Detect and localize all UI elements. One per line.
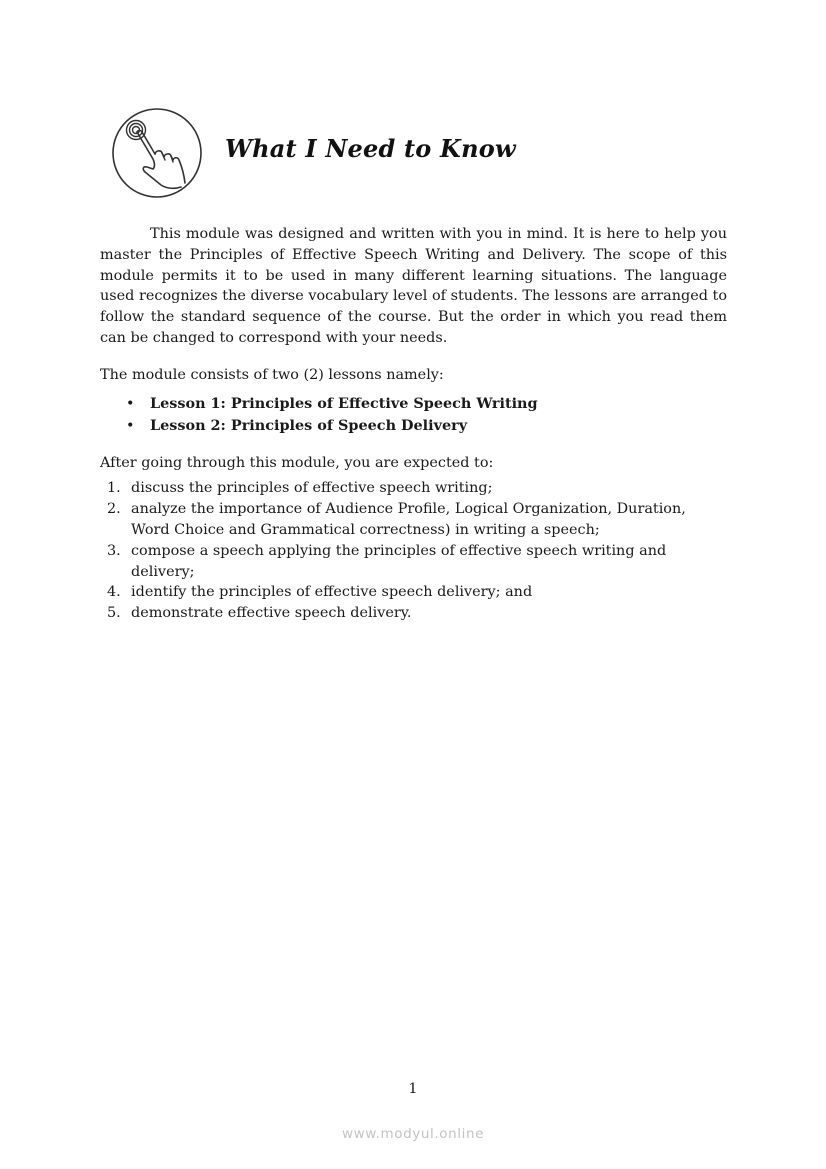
objective-number: 4. — [107, 584, 121, 601]
objective-item — [100, 603, 727, 624]
lessons-intro: The module consists of two (2) lessons namely: — [100, 366, 444, 383]
objective-number: 1. — [107, 480, 121, 497]
lesson-label: Lesson 2: Principles of Speech Delivery — [150, 416, 468, 434]
objective-text: analyze the importance of Audience Profile, Logical Organization, Duration, Word Choice and Grammatical correctness) in writing a speech; — [131, 501, 686, 538]
page-number: 1 — [408, 1081, 418, 1097]
lesson-item — [100, 415, 727, 437]
objective-item — [100, 478, 727, 499]
objective-text: compose a speech applying the principles of effective speech writing and delivery; — [131, 542, 667, 580]
objective-text: discuss the principles of effective speech writing; — [131, 480, 493, 497]
objective-item — [100, 499, 727, 541]
bullet-icon: • — [126, 395, 135, 412]
objectives-intro: After going through this module, you are expected to: — [100, 454, 494, 471]
section-title: What I Need to Know — [225, 134, 516, 163]
bullet-icon: • — [126, 417, 135, 434]
objectives-list — [100, 478, 727, 624]
objective-item — [100, 582, 727, 603]
objective-number: 5. — [107, 605, 121, 622]
watermark: www.modyul.online — [341, 1126, 485, 1142]
objective-item — [100, 541, 727, 583]
objective-text: demonstrate effective speech delivery. — [131, 605, 412, 622]
objective-number: 2. — [107, 501, 121, 518]
intro-paragraph: This module was designed and written with you in mind. It is here to help you master the Principles of Effective Speech Writing and Delivery. The scope of this module permits it to be used in many different learning situations. The language used recognizes the diverse vocabulary level of students. The lessons are arranged to follow the standard sequence of the course. But the order in which you read them can be changed to correspond with your needs. — [100, 226, 727, 346]
lesson-item — [100, 393, 727, 415]
objective-text: identify the principles of effective speech delivery; and — [131, 584, 533, 601]
module-body — [100, 224, 727, 624]
lesson-label: Lesson 1: Principles of Effective Speech Writing — [150, 394, 538, 412]
lessons-list — [100, 393, 727, 437]
hand-pointer-icon — [111, 107, 203, 199]
objective-number: 3. — [107, 542, 121, 559]
